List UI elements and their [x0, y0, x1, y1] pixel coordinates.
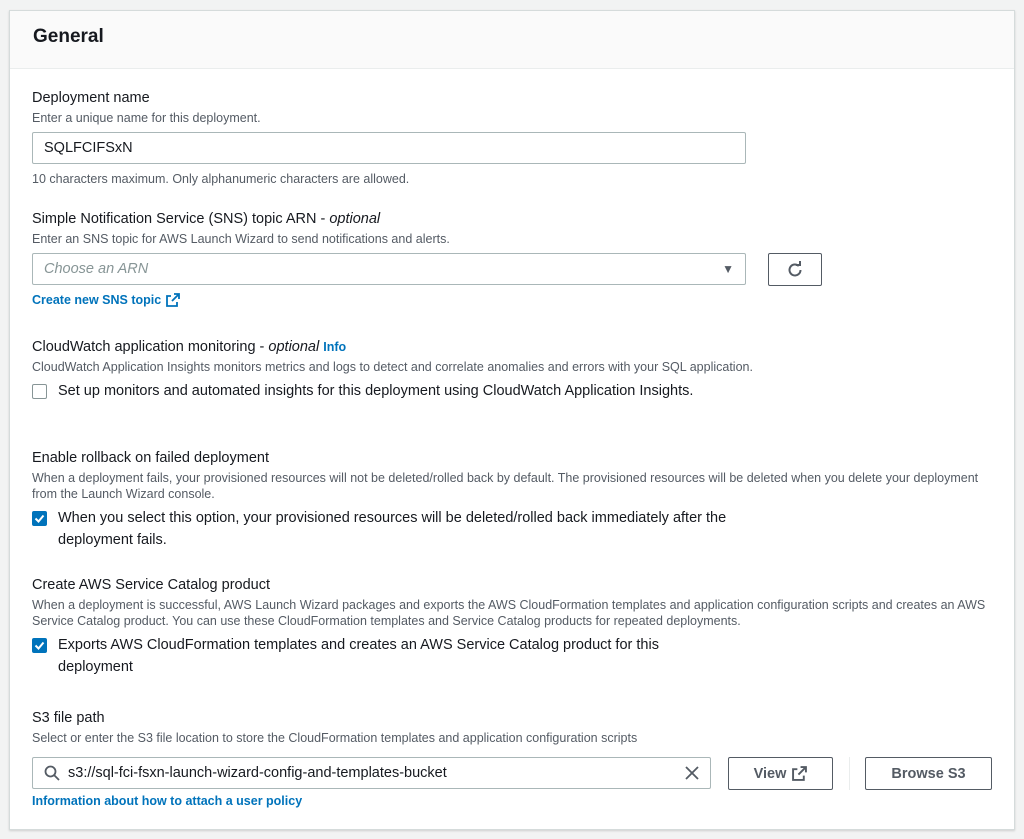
deployment-name-label: Deployment name	[32, 90, 150, 106]
cloudwatch-label: CloudWatch application monitoring - optional Info	[32, 339, 347, 355]
s3-path-value: s3://sql-fci-fsxn-launch-wizard-config-and-templates-bucket	[68, 765, 447, 781]
sns-label: Simple Notification Service (SNS) topic ARN - optional	[32, 211, 381, 227]
catalog-checkbox[interactable]	[32, 638, 47, 653]
caret-down-icon: ▼	[722, 262, 734, 276]
external-link-icon	[166, 293, 180, 307]
check-icon	[33, 639, 46, 652]
deployment-name-value: SQLFCIFSxN	[44, 140, 133, 156]
check-icon	[33, 512, 46, 525]
cloudwatch-checkbox[interactable]	[32, 384, 47, 399]
cloudwatch-checkbox-label: Set up monitors and automated insights for this deployment using CloudWatch Application Insights.	[58, 383, 694, 399]
deployment-name-input[interactable]	[32, 132, 746, 164]
divider	[849, 757, 850, 790]
s3-hint: Select or enter the S3 file location to store the CloudFormation templates and application configuration scripts	[32, 731, 638, 745]
catalog-label: Create AWS Service Catalog product	[32, 577, 271, 593]
s3-path-input[interactable]	[32, 757, 711, 789]
browse-s3-button[interactable]: Browse S3	[865, 757, 992, 790]
refresh-button[interactable]	[768, 253, 822, 286]
user-policy-link[interactable]: Information about how to attach a user policy	[32, 794, 303, 808]
info-link[interactable]: Info	[323, 340, 347, 354]
panel-header	[10, 11, 1014, 69]
section-title: General	[33, 26, 104, 47]
cloudwatch-hint: CloudWatch Application Insights monitors metrics and logs to detect and correlate anomalies and errors with your SQL application.	[32, 360, 753, 374]
deployment-name-hint: Enter a unique name for this deployment.	[32, 111, 261, 125]
clear-icon[interactable]	[685, 766, 699, 780]
rollback-checkbox-label: When you select this option, your provisioned resources will be deleted/rolled back immediately after the deployment fails.	[58, 510, 727, 548]
sns-hint: Enter an SNS topic for AWS Launch Wizard to send notifications and alerts.	[32, 232, 450, 246]
search-icon	[44, 765, 60, 781]
rollback-hint: When a deployment fails, your provisioned resources will not be deleted/rolled back by default. The provisioned resources will be deleted when you delete your deployment from the Launch Wizard console.	[32, 471, 979, 501]
external-link-icon	[792, 766, 807, 781]
deployment-name-constraint: 10 characters maximum. Only alphanumeric characters are allowed.	[32, 172, 410, 186]
sns-arn-select[interactable]	[32, 253, 746, 285]
catalog-checkbox-label: Exports AWS CloudFormation templates and creates an AWS Service Catalog product for this deployment	[58, 637, 659, 675]
general-panel	[9, 10, 1015, 830]
s3-label: S3 file path	[32, 710, 105, 726]
view-button[interactable]: View	[728, 757, 833, 790]
create-sns-topic-link[interactable]: Create new SNS topic	[32, 293, 180, 307]
refresh-icon	[786, 261, 804, 279]
rollback-checkbox[interactable]	[32, 511, 47, 526]
catalog-hint: When a deployment is successful, AWS Launch Wizard packages and exports the AWS CloudFormation templates and application configuration scripts and creates an AWS Service Catalog product. You can use these CloudFormation templates and Service Catalog products for repeated deployments.	[32, 598, 986, 628]
sns-placeholder: Choose an ARN	[44, 261, 149, 277]
rollback-label: Enable rollback on failed deployment	[32, 450, 269, 466]
